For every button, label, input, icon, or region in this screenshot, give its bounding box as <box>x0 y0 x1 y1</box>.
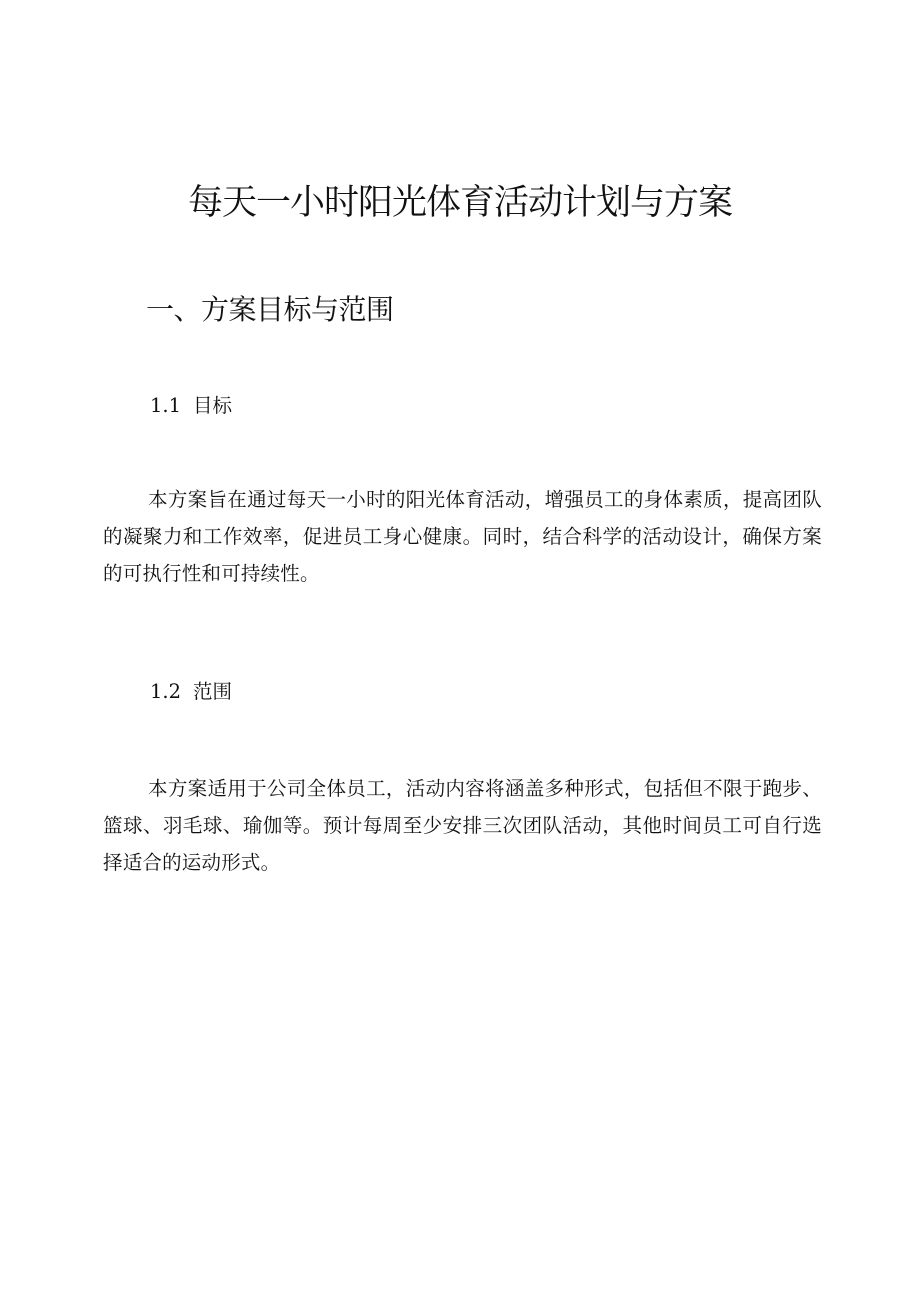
document-title: 每天一小时阳光体育活动计划与方案 <box>187 183 732 223</box>
subsection-title: 目标 <box>193 394 233 417</box>
goal-paragraph: 本方案旨在通过每天一小时的阳光体育活动，增强员工的身体素质，提高团队的凝聚力和工作效率，促进员工身心健康。同时，结合科学的活动设计，确保方案的可执行性和可持续性。 <box>103 488 822 585</box>
subsection-number: 1.2 <box>150 680 182 703</box>
subsection-heading-goal <box>150 392 232 420</box>
subsection-heading-scope <box>150 678 232 706</box>
section-heading: 一、方案目标与范围 <box>146 293 394 326</box>
subsection-number: 1.1 <box>150 394 182 417</box>
scope-paragraph: 本方案适用于公司全体员工，活动内容将涵盖多种形式，包括但不限于跑步、篮球、羽毛球、瑜伽等。预计每周至少安排三次团队活动，其他时间员工可自行选择适合的运动形式。 <box>103 777 822 874</box>
subsection-title: 范围 <box>193 680 233 703</box>
